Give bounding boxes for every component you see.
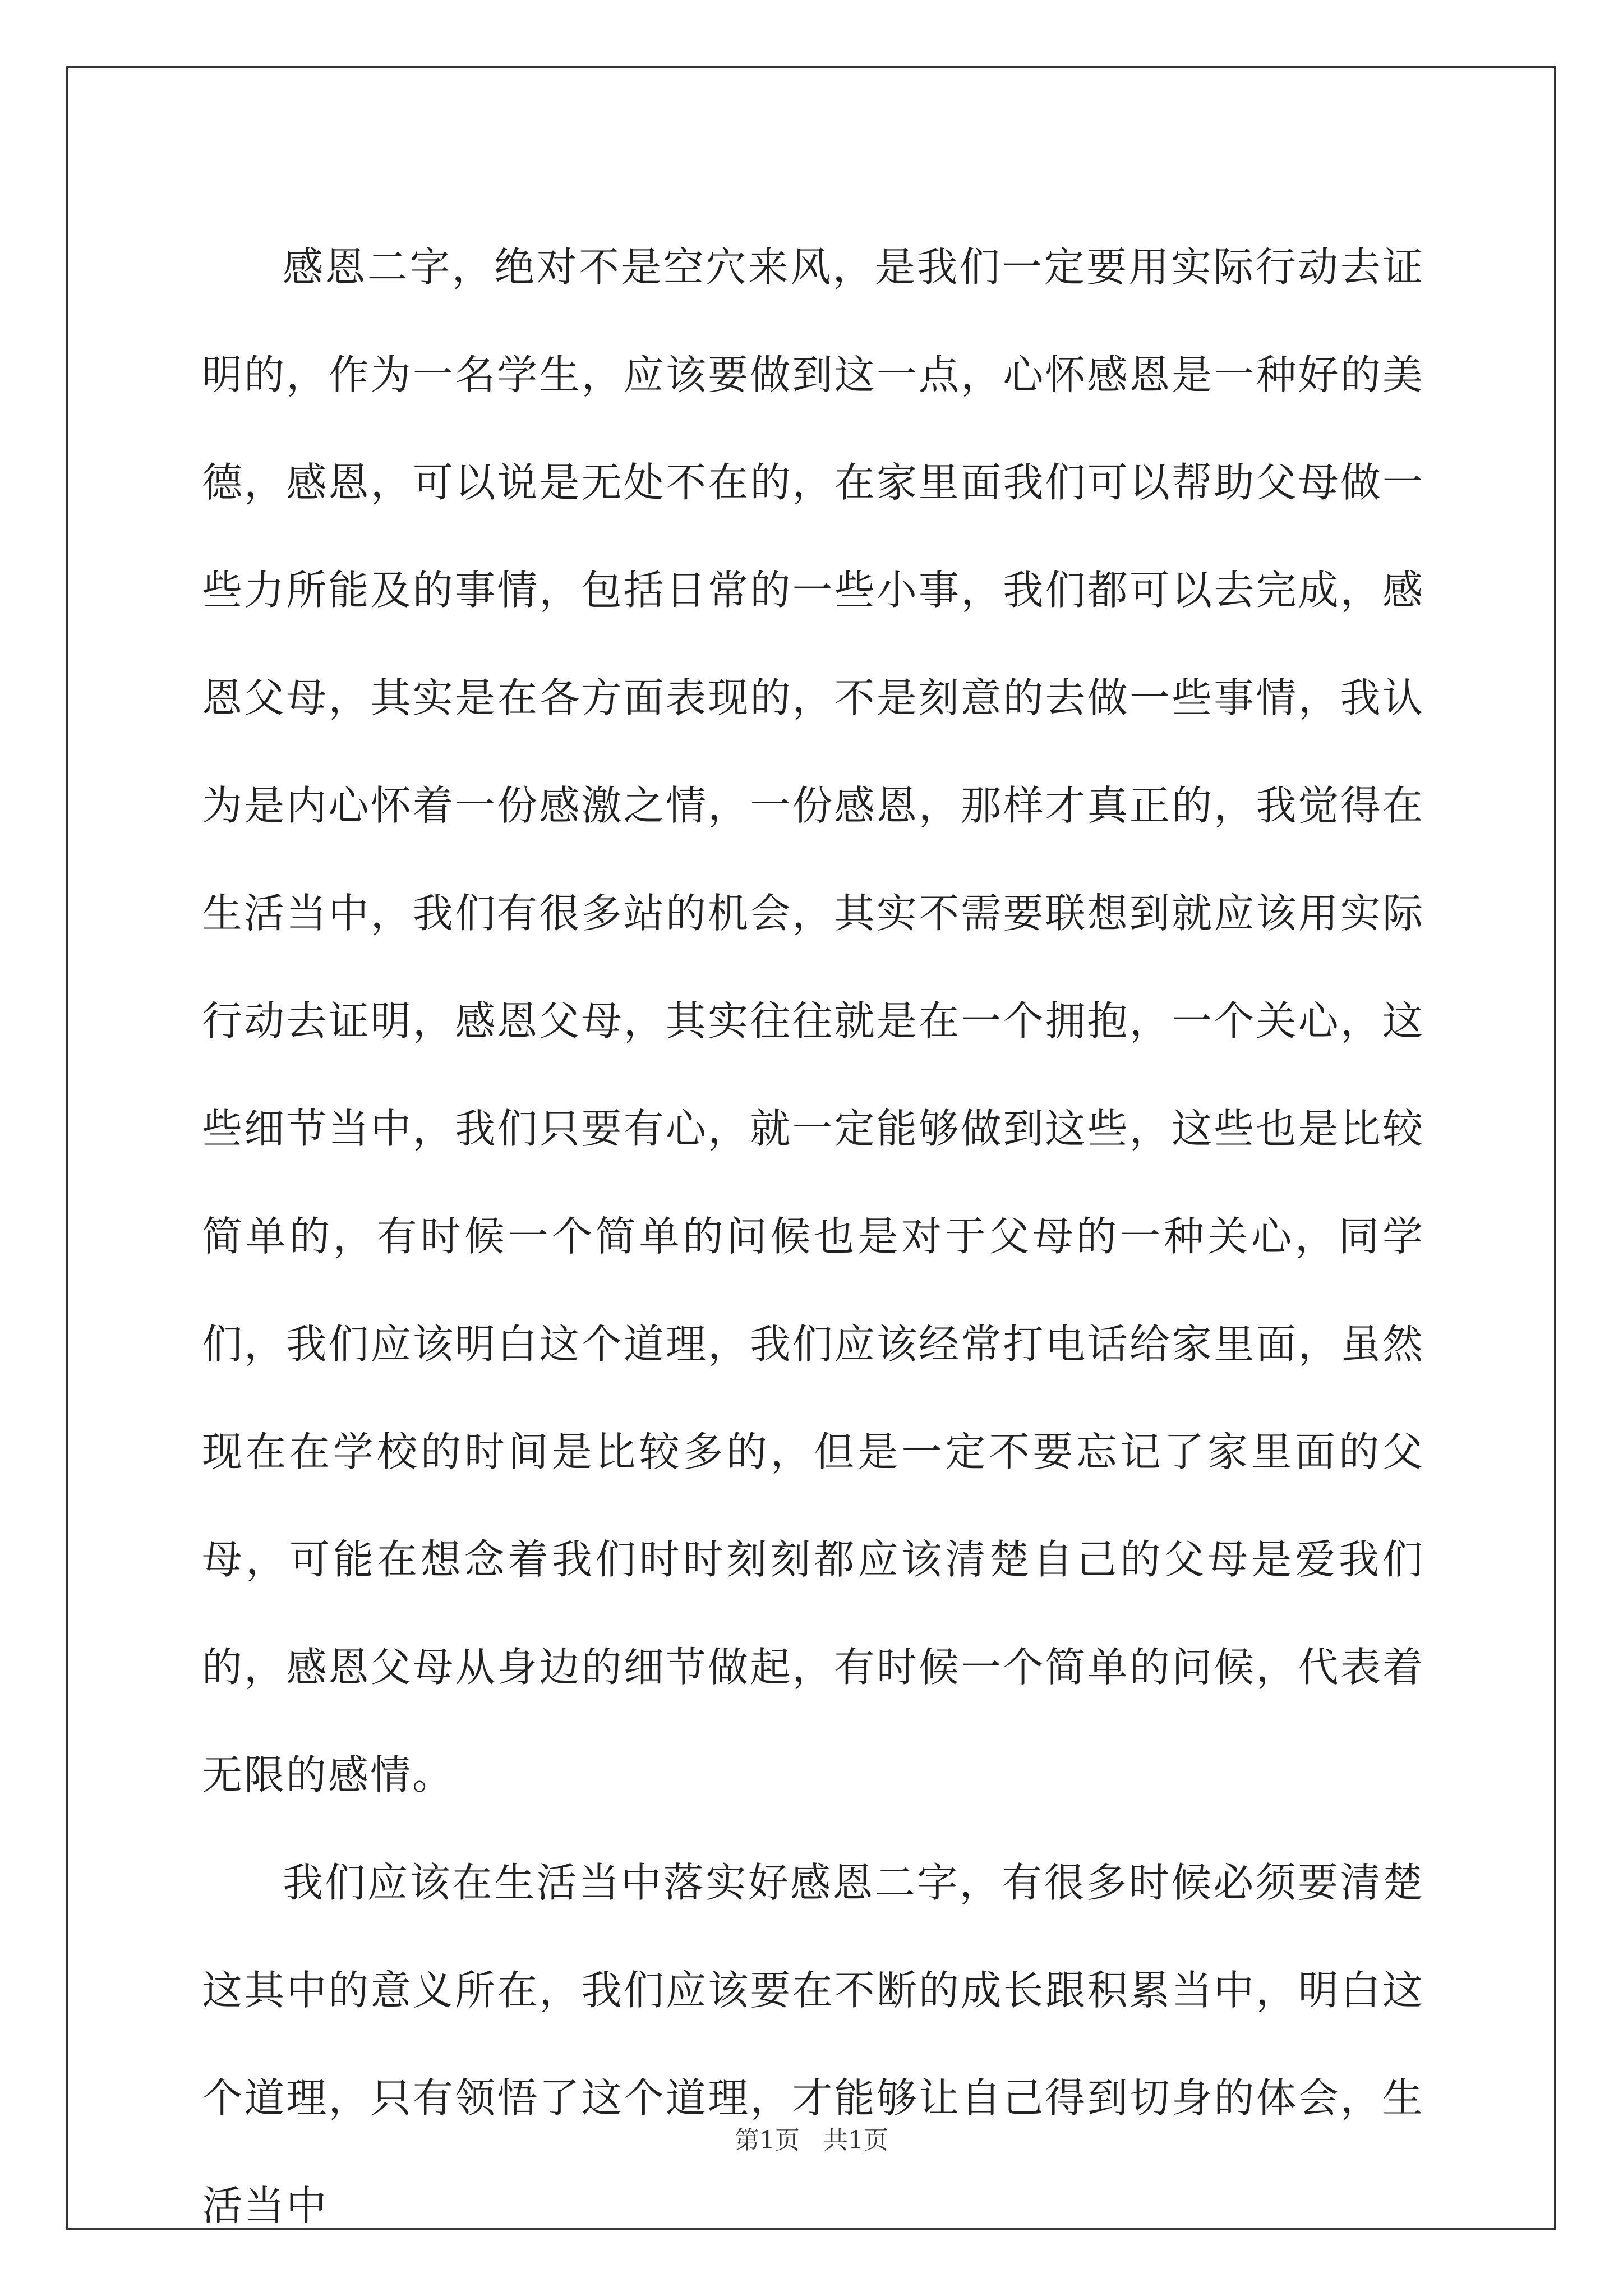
document-body xyxy=(202,213,1424,2260)
page-number-footer: 第1页 共1页 xyxy=(735,2126,888,2155)
paragraph-2: 我们应该在生活当中落实好感恩二字，有很多时候必须要清楚这其中的意义所在，我们应该要在不断的成长跟积累当中，明白这个道理，只有领悟了这个道理，才能够让自己得到切身的体会，生活当中 xyxy=(202,1859,1424,2229)
paragraph-1: 感恩二字，绝对不是空穴来风，是我们一定要用实际行动去证明的，作为一名学生，应该要做到这一点，心怀感恩是一种好的美德，感恩，可以说是无处不在的，在家里面我们可以帮助父母做一些力所能及的事情，包括日常的一些小事，我们都可以去完成，感恩父母，其实是在各方面表现的，不是刻意的去做一些事情，我认为是内心怀着一份感激之情，一份感恩，那样才真正的，我觉得在生活当中，我们有很多站的机会，其实不需要联想到就应该用实际行动去证明，感恩父母，其实往往就是在一个拥抱，一个关心，这些细节当中，我们只要有心，就一定能够做到这些，这些也是比较简单的，有时候一个简单的问候也是对于父母的一种关心，同学们，我们应该明白这个道理，我们应该经常打电话给家里面，虽然现在在学校的时间是比较多的，但是一定不要忘记了家里面的父母，可能在想念着我们时时刻刻都应该清楚自己的父母是爱我们的，感恩父母从身边的细节做起，有时候一个简单的问候，代表着无限的感情。 xyxy=(202,243,1424,1798)
